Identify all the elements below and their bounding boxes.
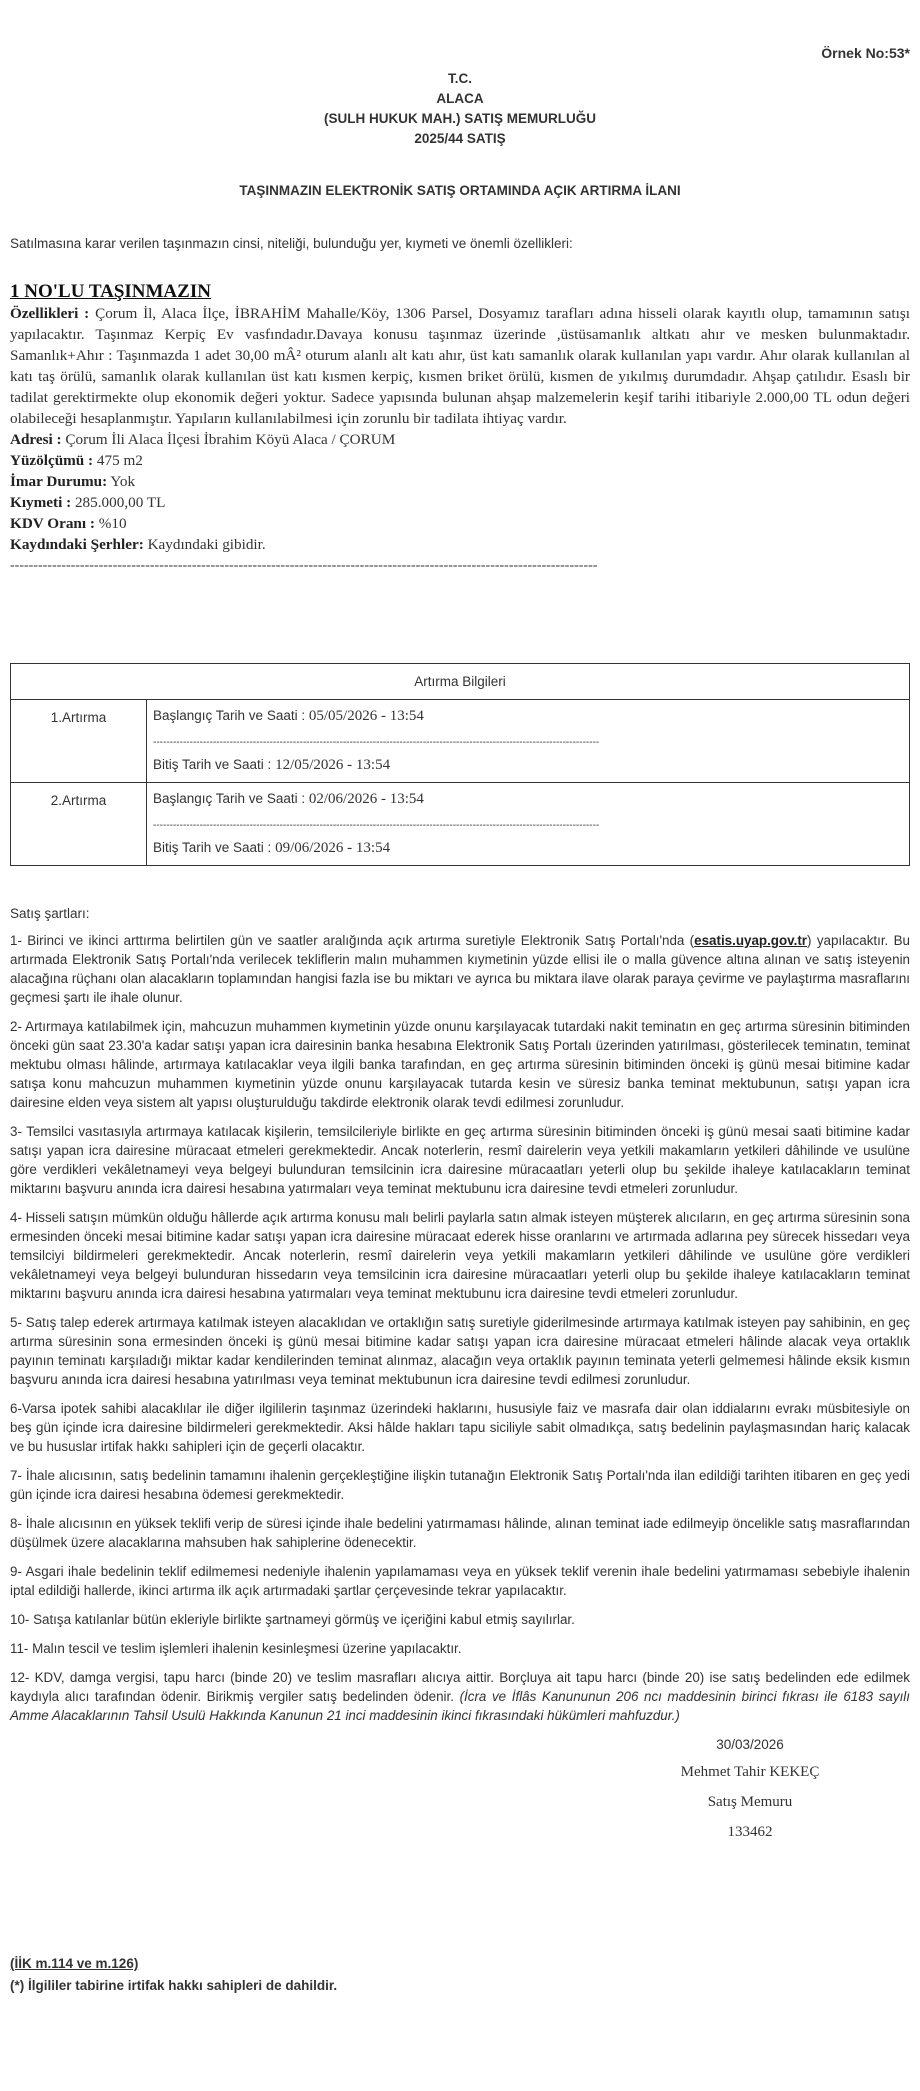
- condition-text: ) yapılacaktır. Bu artırmada Elektronik Satış Portalı'nda verilecek tekliflerin malın muhammen kıymetinin yüzde ellisi ile o malla güvence altına alınan ve satış isteyenin alacağına rüçhanı olan alacakların toplamından hangisi fazla ise bu miktarı ve ayrıca bu miktara ilave olarak paraya çevirme ve paylaştırma masraflarını geçmesi şartı ile ihale olunur.: [10, 933, 910, 1005]
- end-datetime: 09/06/2026 - 13:54: [275, 840, 391, 856]
- auction-dates: [147, 783, 910, 866]
- property-features: [10, 303, 910, 429]
- property-details: [10, 303, 910, 576]
- property-annotations: [10, 534, 910, 555]
- annotations-value: Kaydındaki gibidir.: [147, 536, 266, 553]
- zoning-label: İmar Durumu:: [10, 473, 108, 490]
- condition-3: 3- Temsilci vasıtasıyla artırmaya katılacak kişilerin, temsilcileriyle birlikte en geç artırma süresinin bitiminden önceki iş günü mesai saati bitimine kadar satışı yapan icra dairesine müracaat etmeleri gerekmektedir. Ancak noterlerin, resmî dairelerin veya yetkili makamların yetkileri dâhilinde ve usulüne göre verdikleri vekâletnameyi veya belgeyi bulunduran temsilcinin icra dairesine müracaatları yeterli olup bu şekilde ihaleye katılacakların teminat miktarını başvuru anında icra dairesi hesabına yatırmaları veya teminat mektubunu icra dairesine tevdi etmeleri zorunludur.: [10, 1124, 910, 1196]
- row-separator: --------------------------------------------------------------------------------------------------------------------------------------: [153, 820, 600, 831]
- condition-11: 11- Malın tescil ve teslim işlemleri ihalenin kesinleşmesi üzerine yapılacaktır.: [10, 1641, 462, 1656]
- table-row: [11, 783, 910, 866]
- end-datetime: 12/05/2026 - 13:54: [275, 757, 391, 773]
- auction-dates: [147, 700, 910, 783]
- header-city: ALACA: [436, 91, 484, 106]
- property-vat: [10, 513, 910, 534]
- start-label: Başlangıç Tarih ve Saati :: [153, 708, 306, 723]
- end-label: Bitiş Tarih ve Saati :: [153, 757, 272, 772]
- property-area: [10, 450, 910, 471]
- auction-label: 2.Artırma: [11, 783, 147, 866]
- auction-table-title: Artırma Bilgileri: [11, 664, 910, 700]
- signature-date: 30/03/2026: [716, 1737, 784, 1752]
- signer-number: 133462: [727, 1824, 773, 1840]
- vat-value: %10: [98, 515, 127, 532]
- auction-info-table: [10, 663, 910, 866]
- auction-label: 1.Artırma: [11, 700, 147, 783]
- header-file-no: 2025/44 SATIŞ: [414, 131, 506, 146]
- condition-8: 8- İhale alıcısının en yüksek teklifi verip de süresi içinde ihale bedelini yatırmaması hâlinde, alınan teminat iade edilmeyip öncelikle satış masraflarından düşülmek üzere alacaklarına mahsuben hak sahiplerine ödenecektir.: [10, 1516, 910, 1550]
- condition-6: 6-Varsa ipotek sahibi alacaklılar ile diğer ilgililerin taşınmaz üzerindeki haklarını, hususiyle faiz ve masrafa dair olan iddialarını evrakı müsbitesiyle on beş gün içinde icra dairesine bildirmeleri gerekmektedir. Aksi hâlde hakları tapu siciliyle sabit olmadıkça, satış bedelinin paylaşmasından hariç kalacak ve bu hususlar irtifak hakkı sahipleri için de geçerli olacaktır.: [10, 1401, 910, 1454]
- condition-10: 10- Satışa katılanlar bütün ekleriyle birlikte şartnameyi görmüş ve içeriğini kabul etmiş sayılırlar.: [10, 1612, 575, 1627]
- signer-name: Mehmet Tahir KEKEÇ: [680, 1764, 820, 1780]
- value-amount: 285.000,00 TL: [74, 494, 166, 511]
- dashed-divider: ------------------------------------------------------------------------------------------------------------------------------: [10, 558, 598, 573]
- value-label: Kıymeti :: [10, 494, 72, 511]
- property-value: [10, 492, 910, 513]
- condition-12: [10, 1668, 910, 1725]
- condition-2: 2- Artırmaya katılabilmek için, mahcuzun muhammen kıymetinin yüzde onunu karşılayacak tutardaki nakit teminatın en geç artırma süresinin bitiminden önceki gün saat 23.30'a kadar satışı yapan icra dairesinin banka hesabına Elektronik Satış Portalı üzerinden yatırılması, gösterilecek teminatın, teminat mektubu olması hâlinde, artırmaya katılacaklar veya ilgili banka tarafından, en geç artırma süresinin bitiminden önceki iş günü mesai bitimine kadar satışa konu mahcuzun muhammen kıymetinin yüzde onunu karşılayacak tutarda kesin ve süresiz banka teminat mektubunun, satışı yapan icra dairesine elden veya sistem alt yapısı oluşturulduğu takdirde elektronik olarak tevdi edilmesi zorunludur.: [10, 1019, 910, 1110]
- esatis-link[interactable]: esatis.uyap.gov.tr: [694, 933, 808, 948]
- header-tc: T.C.: [447, 71, 472, 86]
- footer-note: (*) İlgililer tabirine irtifak hakkı sahipleri de dahildir.: [10, 1978, 338, 1993]
- table-row: [11, 700, 910, 783]
- start-datetime: 02/06/2026 - 13:54: [308, 791, 424, 807]
- header-office: (SULH HUKUK MAH.) SATIŞ MEMURLUĞU: [324, 111, 596, 126]
- address-label: Adresi :: [10, 431, 62, 448]
- footer-law-reference: (İİK m.114 ve m.126): [10, 1956, 139, 1971]
- condition-4: 4- Hisseli satışın mümkün olduğu hâllerde açık artırma konusu malı belirli paylarla satın almak isteyen müşterek alıcıların, en geç artırma süresinin sona ermesinden önceki mesai bitimine kadar satışı yapan icra dairesine müracaat ederek hisse oranlarını ve artırmada adlarına pey sürecek hissedarı veya temsilciyi bildirmeleri gerekmektedir. Ancak noterlerin, resmî dairelerin veya yetkili makamların yetkileri dâhilinde ve usulüne göre verdikleri vekâletnameyi veya belgeyi bulunduran hissedarın veya temsilcinin icra dairesine müracaatları yeterli olup bu şekilde ihaleye katılacakların teminat miktarını başvuru anında icra dairesi hesabına yatırmaları veya teminat mektubunu icra dairesine tevdi etmeleri zorunludur.: [10, 1210, 910, 1301]
- signature-block: [600, 1737, 900, 1842]
- vat-label: KDV Oranı :: [10, 515, 95, 532]
- property-zoning: [10, 471, 910, 492]
- intro-text: Satılmasına karar verilen taşınmazın cinsi, niteliği, bulunduğu yer, kıymeti ve önemli özellikleri:: [10, 236, 573, 251]
- area-label: Yüzölçümü :: [10, 452, 94, 469]
- legal-reference: (İcra ve İflâs Kanununun 206 ncı maddesinin birinci fıkrası ile 6183 sayılı Amme Alacaklarının Tahsil Usulü Hakkında Kanunun 21 inci maddesinin ikinci fıkrasındaki hükümleri mahfuzdur.): [10, 1689, 910, 1723]
- start-datetime: 05/05/2026 - 13:54: [308, 708, 424, 724]
- start-label: Başlangıç Tarih ve Saati :: [153, 791, 306, 806]
- condition-5: 5- Satış talep ederek artırmaya katılmak isteyen alacaklıdan ve ortaklığın satış suretiyle giderilmesinde artırmaya katılmak isteyen pay sahibinin, en geç artırma süresinin sona ermesinden önceki iş günü mesai bitimine kadar satışı yapan icra dairesine müracaat etmeleri hâlinde alacak veya ortaklık payının teminatı karşıladığı miktar kadar kendilerinden teminat alınmaz, alacağın veya ortaklık payının teminata yeterli gelmemesi hâlinde eksik kısmın başvuru anında icra dairesi hesabına yatırılması veya teminat mektubunun icra dairesine tevdi edilmesi zorunludur.: [10, 1315, 910, 1387]
- ornek-number: Örnek No:53*: [821, 45, 910, 61]
- condition-9: 9- Asgari ihale bedelinin teklif edilmemesi nedeniyle ihalenin yapılamaması veya en yüksek teklif verenin ihale bedelini yatırmaması sebebiyle ihalenin iptal edildiği hallerde, ikinci artırma ilk açık artırmadaki şartlar çerçevesinde tekrar yapılacaktır.: [10, 1564, 910, 1598]
- annotations-label: Kaydındaki Şerhler:: [10, 536, 144, 553]
- condition-text: 12- KDV, damga vergisi, tapu harcı (binde 20) ve teslim masrafları alıcıya aittir. Borçluya ait tapu harcı (binde 20) ise satış bedelinden ede edilmek kaydıyla alıcı tarafından ödenir. Birikmiş vergiler satış bedelinden ödenir.: [10, 1670, 910, 1704]
- document-header: [10, 69, 910, 149]
- announcement-title: TAŞINMAZIN ELEKTRONİK SATIŞ ORTAMINDA AÇIK ARTIRMA İLANI: [239, 183, 681, 198]
- property-address: [10, 429, 910, 450]
- row-separator: --------------------------------------------------------------------------------------------------------------------------------------: [153, 737, 600, 748]
- condition-1: [10, 931, 910, 1007]
- end-label: Bitiş Tarih ve Saati :: [153, 840, 272, 855]
- signer-title: Satış Memuru: [707, 1794, 793, 1810]
- condition-text: 1- Birinci ve ikinci arttırma belirtilen gün ve saatler aralığında açık artırma suretiyle Elektronik Satış Portalı'nda (: [10, 933, 695, 948]
- features-value: Çorum İl, Alaca İlçe, İBRAHİM Mahalle/Köy, 1306 Parsel, Dosyamız tarafları adına hisseli olarak kayıtlı olup, tamamının satışı yapılacaktır. Taşınmaz Kerpiç Ev vasfındadır.Davaya konusu taşınmaz üzerinde ,üstüsamanlık altkatı ahır ve mesken bulunmaktadır. Samanlık+Ahır : Taşınmazda 1 adet 30,00 mÂ² oturum alanlı alt katı ahır, üst katı samanlık olarak kullanılan yapı vardır. Ahır olarak kullanılan al katı taş örülü, samanlık olarak kullanılan üst katı kısmen kerpiç, kısmen briket örülü, kısmen de yıkılmış durumdadır. Ahşap çatılıdır. Esaslı bir tadilat gerektirmekte olup ekonomik değeri yoktur. Sadece yapısında bulunan ahşap malzemelerin keşif tarihi itibariyle 2.000,00 TL odun değeri olabileceği hesaplanmıştır. Yapıların kullanılabilmesi için zorunlu bir tadilata ihtiyaç vardır.: [10, 305, 910, 427]
- features-label: Özellikleri :: [10, 305, 90, 322]
- condition-7: 7- İhale alıcısının, satış bedelinin tamamını ihalenin gerçekleştiğine ilişkin tutanağın Elektronik Satış Portalı'nda ilan edildiği tarihten itibaren en geç yedi gün içinde icra dairesi hesabına ödemesi gerekmektedir.: [10, 1468, 910, 1502]
- zoning-value: Yok: [110, 473, 136, 490]
- address-value: Çorum İli Alaca İlçesi İbrahim Köyü Alaca / ÇORUM: [65, 431, 396, 448]
- property-title: 1 NO'LU TAŞINMAZIN: [10, 281, 211, 302]
- area-value: 475 m2: [96, 452, 143, 469]
- sale-conditions-title: Satış şartları:: [10, 906, 90, 921]
